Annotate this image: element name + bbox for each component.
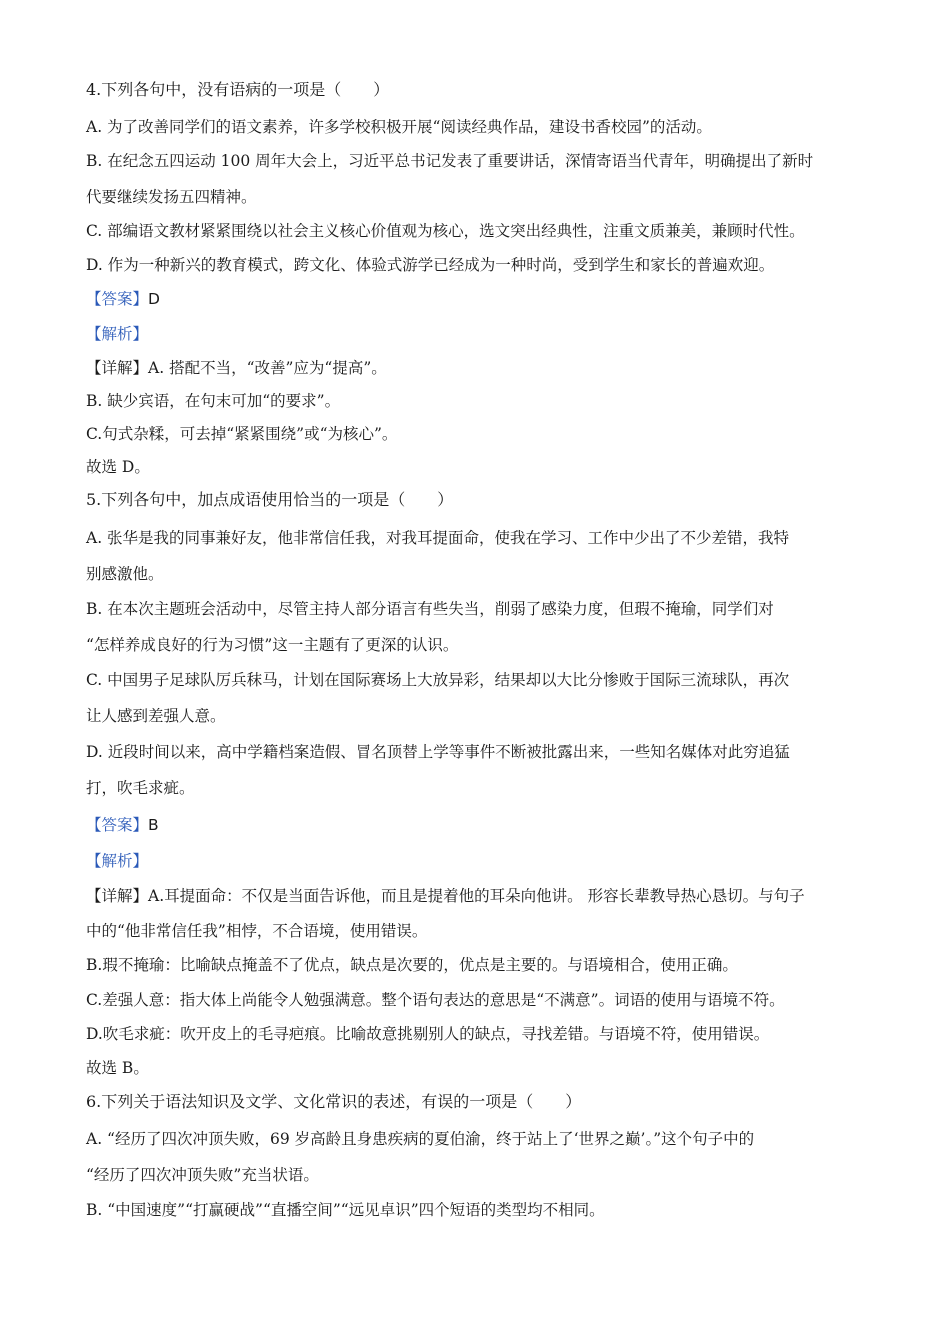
question-5-detail-d: D.吹毛求疵：吹开皮上的毛寻疤痕。比喻故意挑剔别人的缺点，寻找差错。与语境不符，使用错误。 — [86, 1025, 770, 1043]
question-5-option-b-line1: B. 在本次主题班会活动中，尽管主持人部分语言有些失当，削弱了感染力度，但瑕不掩瑜，同学们对 — [86, 600, 774, 618]
question-5-option-d-line1: D. 近段时间以来，高中学籍档案造假、冒名顶替上学等事件不断被批露出来，一些知名媒体对此穷追猛 — [86, 743, 790, 761]
question-4-answer-row — [86, 289, 160, 309]
answer-value: B — [148, 816, 159, 834]
question-4-detail-c: C.句式杂糅，可去掉“紧紧围绕”或“为核心”。 — [86, 425, 398, 443]
detail-text: A.耳提面命：不仅是当面告诉他，而且是提着他的耳朵向他讲。 形容长辈教导热心恳切。与句子 — [148, 887, 805, 905]
question-5-detail-a-line2: 中的“他非常信任我”相悖，不合语境，使用错误。 — [86, 922, 428, 940]
question-6-option-b: B. “中国速度”“打赢硬战”“直播空间”“远见卓识”四个短语的类型均不相同。 — [86, 1201, 605, 1219]
question-5-option-a-line1: A. 张华是我的同事兼好友，他非常信任我，对我耳提面命，使我在学习、工作中少出了不少差错，我特 — [86, 529, 790, 547]
answer-tag: 【答案】 — [86, 816, 149, 834]
question-4-detail-a — [86, 358, 387, 378]
question-4-option-c: C. 部编语文教材紧紧围绕以社会主义核心价值观为核心，选文突出经典性，注重文质兼美，兼顾时代性。 — [86, 222, 805, 240]
question-4-option-a: A. 为了改善同学们的语文素养，许多学校积极开展“阅读经典作品，建设书香校园”的活动。 — [86, 118, 712, 136]
question-4-option-d: D. 作为一种新兴的教育模式，跨文化、体验式游学已经成为一种时尚，受到学生和家长的普遍欢迎。 — [86, 256, 775, 274]
question-6-option-a-line2: “经历了四次冲顶失败”充当状语。 — [86, 1166, 319, 1184]
question-5-option-c-line1: C. 中国男子足球队厉兵秣马，计划在国际赛场上大放异彩，结果却以大比分惨败于国际三流球队，再次 — [86, 671, 790, 689]
answer-tag: 【答案】 — [86, 290, 149, 308]
detail-tag: 【详解】 — [86, 887, 149, 905]
detail-tag: 【详解】 — [86, 359, 149, 377]
question-4-stem: 4.下列各句中，没有语病的一项是（ ） — [86, 80, 390, 99]
question-4-option-b-line2: 代要继续发扬五四精神。 — [86, 188, 257, 206]
question-5-detail-b: B.瑕不掩瑜：比喻缺点掩盖不了优点，缺点是次要的，优点是主要的。与语境相合，使用正确。 — [86, 956, 738, 974]
question-5-option-b-line2: “怎样养成良好的行为习惯”这一主题有了更深的认识。 — [86, 636, 459, 654]
question-5-option-c-line2: 让人感到差强人意。 — [86, 707, 226, 725]
question-5-stem: 5.下列各句中，加点成语使用恰当的一项是（ ） — [86, 490, 454, 509]
answer-value: D — [148, 290, 160, 308]
question-5-option-a-line2: 别感激他。 — [86, 565, 164, 583]
question-6-option-a-line1: A. “经历了四次冲顶失败，69 岁高龄且身患疾病的夏伯渝，终于站上了‘世界之巅’。”这个句子中的 — [86, 1130, 755, 1148]
analysis-tag: 【解析】 — [86, 852, 149, 870]
question-6-stem: 6.下列关于语法知识及文学、文化常识的表述，有误的一项是（ ） — [86, 1092, 582, 1111]
question-4-option-b-line1: B. 在纪念五四运动 100 周年大会上，习近平总书记发表了重要讲话，深情寄语当代青年，明确提出了新时 — [86, 152, 814, 170]
detail-text: A. 搭配不当，“改善”应为“提高”。 — [148, 359, 387, 377]
question-5-detail-c: C.差强人意：指大体上尚能令人勉强满意。整个语句表达的意思是“不满意”。词语的使用与语境不符。 — [86, 991, 785, 1009]
question-5-option-d-line2: 打，吹毛求疵。 — [86, 779, 195, 797]
question-4-detail-b: B. 缺少宾语，在句末可加“的要求”。 — [86, 392, 341, 410]
question-4-conclusion: 故选 D。 — [86, 458, 150, 476]
question-5-answer-row — [86, 815, 159, 835]
question-5-detail-a-line1 — [86, 886, 805, 906]
analysis-tag: 【解析】 — [86, 325, 149, 343]
question-5-conclusion: 故选 B。 — [86, 1059, 149, 1077]
